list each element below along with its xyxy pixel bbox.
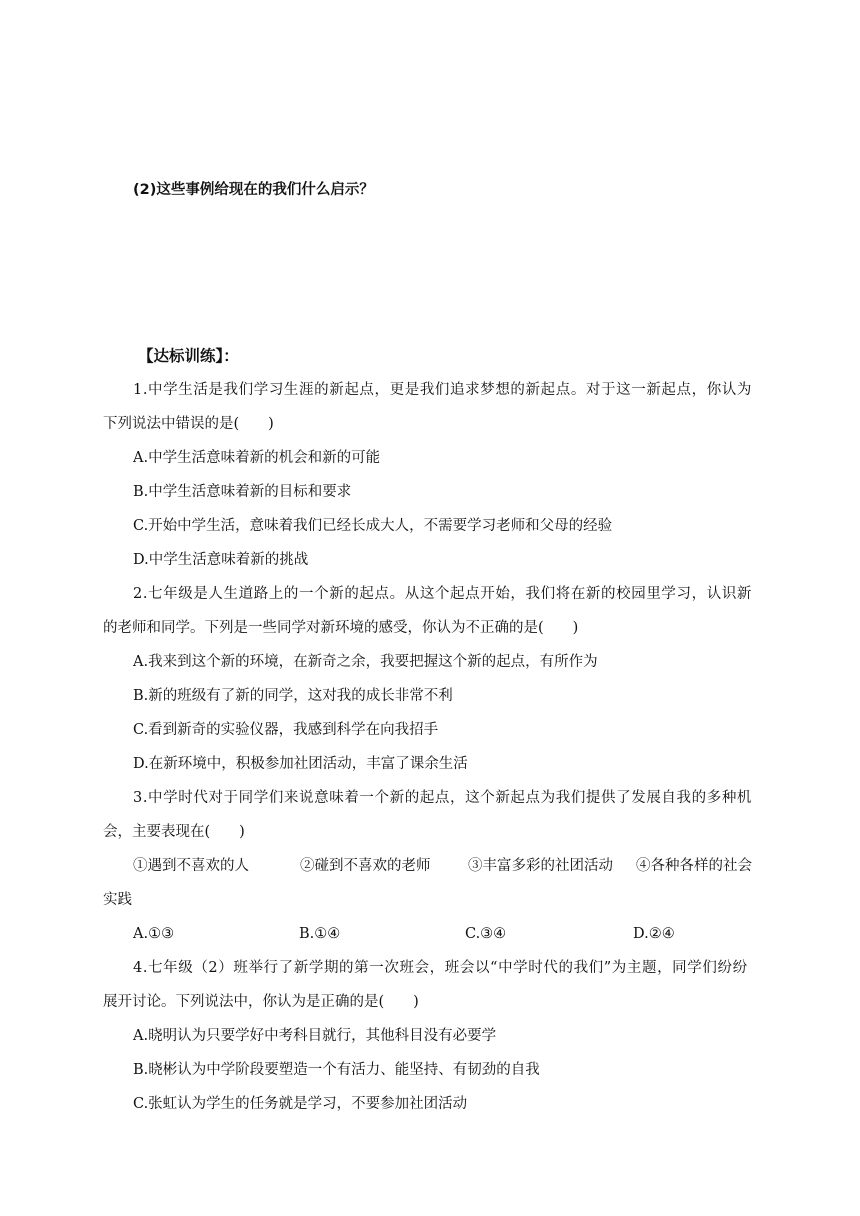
q3-item-3: ③丰富多彩的社团活动 [468,858,613,874]
q4-option-c: C.张虹认为学生的任务就是学习，不要参加社团活动 [133,1096,468,1112]
q2-stem-line2: 的老师和同学。下列是一些同学对新环境的感受，你认为不正确的是( ) [103,620,579,636]
q3-item-4: ④各种各样的社会 [636,858,752,874]
q3-item-4-continued: 实践 [103,892,132,908]
q4-stem-line2: 展开讨论。下列说法中，你认为是正确的是( ) [103,994,419,1010]
q2-option-d: D.在新环境中，积极参加社团活动，丰富了课余生活 [133,756,468,772]
q3-option-b: B.①④ [299,926,341,942]
q1-option-b: B.中学生活意味着新的目标和要求 [133,484,352,500]
q3-option-d: D.②④ [633,926,675,942]
q1-stem-line1: 1.中学生活是我们学习生涯的新起点，更是我们追求梦想的新起点。对于这一新起点，你认为 [133,382,753,398]
q3-stem-line1: 3.中学时代对于同学们来说意味着一个新的起点，这个新起点为我们提供了发展自我的多种机 [133,790,753,806]
q3-option-a: A.①③ [133,926,175,942]
q1-option-a: A.中学生活意味着新的机会和新的可能 [133,450,381,466]
q1-stem-line2: 下列说法中错误的是( ) [103,416,274,432]
q1-option-c: C.开始中学生活，意味着我们已经长成大人，不需要学习老师和父母的经验 [133,518,613,534]
q3-stem-line2: 会，主要表现在( ) [103,824,245,840]
q3-option-c: C.③④ [465,926,507,942]
q4-stem-line1: 4.七年级（2）班举行了新学期的第一次班会，班会以“中学时代的我们”为主题，同学们纷纷 [133,960,748,976]
q3-item-1: ①遇到不喜欢的人 [133,858,249,874]
q2-option-c: C.看到新奇的实验仪器，我感到科学在向我招手 [133,722,439,738]
prev-question-part2: (2)这些事例给现在的我们什么启示？ [133,182,374,198]
section-heading: 【达标训练】： [138,347,239,365]
q2-option-b: B.新的班级有了新的同学，这对我的成长非常不利 [133,688,453,704]
q4-option-a: A.晓明认为只要学好中考科目就行，其他科目没有必要学 [133,1028,497,1044]
q3-item-2: ②碰到不喜欢的老师 [300,858,431,874]
q2-stem-line1: 2.七年级是人生道路上的一个新的起点。从这个起点开始，我们将在新的校园里学习，认识新 [133,586,753,602]
q2-option-a: A.我来到这个新的环境，在新奇之余，我要把握这个新的起点，有所作为 [133,654,598,670]
q1-option-d: D.中学生活意味着新的挑战 [133,552,309,568]
q4-option-b: B.晓彬认为中学阶段要塑造一个有活力、能坚持、有韧劲的自我 [133,1062,540,1078]
